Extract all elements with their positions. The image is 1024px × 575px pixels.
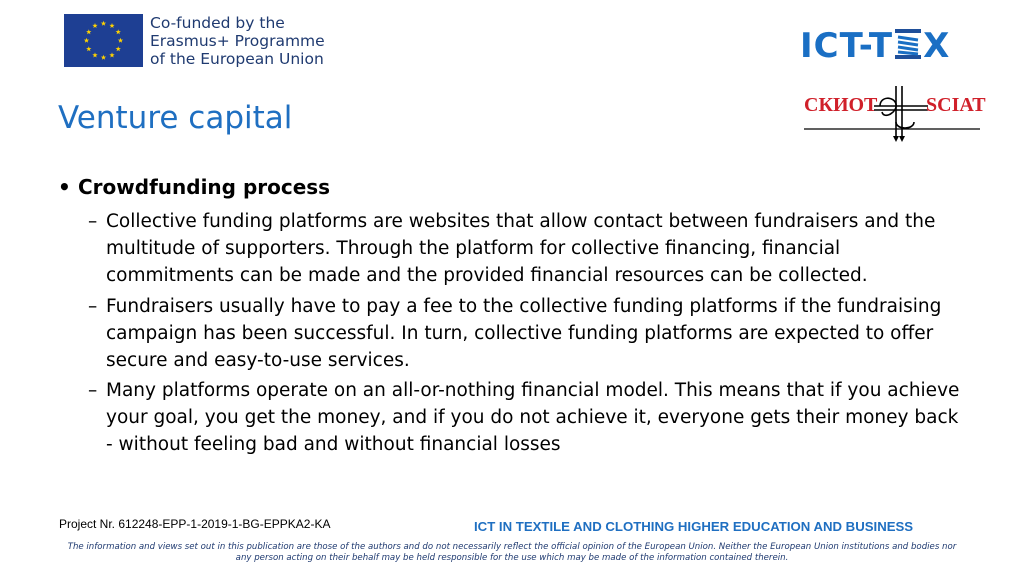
eu-flag-icon (64, 14, 143, 67)
subpoint-text: Many platforms operate on an all-or-nothing financial model. This means that if you achieve your goal, you get the money, and if you do not achieve it, everyone gets their money back - without feeling bad and without financial losses (106, 380, 960, 455)
footer-brand: ICT IN TEXTILE AND CLOTHING HIGHER EDUCATION AND BUSINESS (474, 519, 914, 534)
bullet-heading-text: Crowdfunding process (78, 175, 331, 199)
ict-logo-part2: X (923, 26, 951, 66)
sciat-emblem-icon (874, 82, 928, 144)
eu-line-1: Co-funded by the (150, 14, 285, 32)
subpoint-2 (88, 293, 968, 374)
project-number: Project Nr. 612248-EPP-1-2019-1-BG-EPPKA2-KA (59, 517, 331, 531)
eu-line-3: of the European Union (150, 50, 324, 68)
ict-tex-logo (800, 26, 950, 66)
subpoint-text: Collective funding platforms are websites that allow contact between fundraisers and the multitude of supporters. Through the platform for collective financing, financial commitments can be made and the provided financial resources can be collected. (106, 211, 936, 286)
eu-cofunded-text (150, 14, 325, 68)
slide-title: Venture capital (58, 100, 293, 136)
subpoint-3 (88, 377, 968, 458)
ict-logo-part1: ICT-T (800, 26, 894, 66)
sciat-latin-text: SCIAT (926, 94, 986, 116)
bullet-dot: • (58, 175, 71, 199)
dash-marker: – (88, 380, 98, 401)
dash-marker: – (88, 296, 98, 317)
sciat-cyrillic-text: СКИОТ (804, 94, 878, 116)
disclaimer-text: The information and views set out in this publication are those of the authors and do not necessarily reflect the official opinion of the European Union. Neither the European Union institutions and bodies nor any person acting on their behalf may be held responsible for the use which may be made of the information contained therein. (67, 542, 957, 563)
bullet-heading (58, 175, 330, 199)
spool-icon (893, 28, 923, 60)
subpoint-1 (88, 208, 968, 289)
subpoint-text: Fundraisers usually have to pay a fee to the collective funding platforms if the fundraising campaign has been successful. In turn, collective funding platforms are expected to offer secure and easy-to-use services. (106, 296, 942, 371)
sciat-logo (804, 82, 986, 144)
sciat-underline (804, 127, 980, 131)
dash-marker: – (88, 211, 98, 232)
eu-line-2: Erasmus+ Programme (150, 32, 325, 50)
